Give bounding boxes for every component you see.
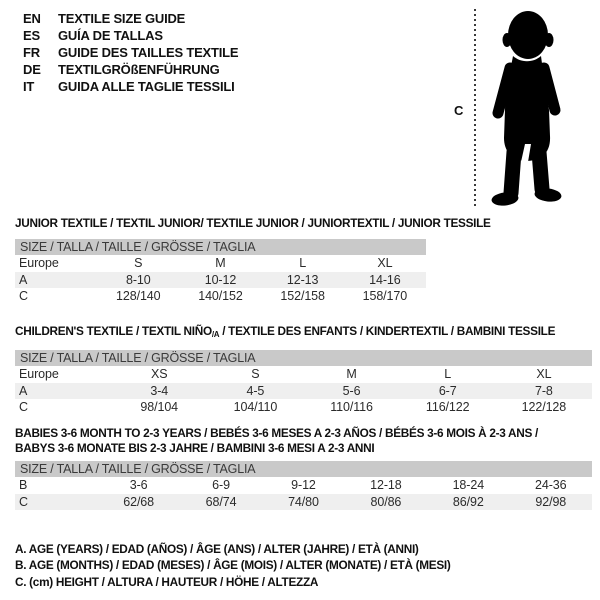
section-title-subscript: /A [211, 330, 220, 339]
language-title: TEXTILE SIZE GUIDE [58, 11, 186, 26]
row-label: A [15, 272, 97, 289]
footnote-c: C. (cm) HEIGHT / ALTURA / HAUTEUR / HÖHE / ALTEZZA [15, 574, 319, 589]
size-cell: XL [377, 256, 393, 271]
size-cell: 104/110 [233, 400, 278, 415]
language-title: GUIDE DES TAILLES TEXTILE [58, 45, 239, 60]
size-cell: 92/98 [510, 494, 592, 511]
childrens-size-table [15, 350, 592, 416]
table-band-header: SIZE / TALLA / TAILLE / GRÖSSE / TAGLIA [15, 350, 592, 366]
table-band-row [15, 461, 592, 477]
section-title-line: BABYS 3-6 MONATE BIS 2-3 JAHRE / BAMBINI 3-6 MESI A 2-3 ANNI [15, 441, 375, 455]
section-title [15, 426, 592, 456]
size-cell: L [299, 256, 307, 271]
section-babies-textile [15, 426, 592, 510]
row-label: C [15, 494, 97, 511]
table-row [15, 255, 426, 272]
table-row [15, 272, 426, 289]
size-cell: 12-18 [370, 478, 402, 493]
size-cell: 98/104 [140, 400, 179, 415]
row-label: C [19, 400, 28, 415]
size-cell: 14-16 [344, 272, 426, 289]
size-cell: S [251, 367, 260, 382]
language-code: DE [23, 62, 41, 77]
size-cell: 62/68 [97, 494, 179, 511]
size-cell: 3-6 [129, 478, 148, 493]
size-cell: S [134, 256, 143, 271]
row-label: C [19, 289, 28, 304]
table-row [15, 477, 592, 494]
language-row [23, 44, 238, 61]
height-measure-label: C [454, 103, 464, 118]
section-childrens-textile [15, 324, 592, 416]
language-row [23, 27, 238, 44]
size-cell: 10-12 [179, 272, 261, 289]
size-cell: 8-10 [97, 272, 179, 289]
size-cell: 80/86 [345, 494, 427, 511]
language-row [23, 61, 238, 78]
table-band-row [15, 239, 426, 255]
size-cell: 74/80 [262, 494, 344, 511]
size-cell: XS [150, 367, 168, 382]
babies-size-table [15, 461, 592, 510]
size-cell: 152/158 [280, 289, 325, 304]
size-cell: 24-36 [535, 478, 567, 493]
size-cell: L [444, 367, 452, 382]
size-cell: 12-13 [262, 272, 344, 289]
table-row [15, 288, 426, 305]
size-cell: 68/74 [180, 494, 262, 511]
baby-silhouette-icon [481, 10, 571, 210]
table-row [15, 366, 592, 383]
size-cell: 6-7 [400, 383, 496, 400]
row-label: Europe [19, 256, 59, 271]
language-code: FR [23, 45, 40, 60]
size-cell: 116/122 [425, 400, 470, 415]
size-cell: 5-6 [303, 383, 399, 400]
table-row [15, 494, 592, 511]
language-code: IT [23, 79, 35, 94]
size-cell: 158/170 [362, 289, 408, 304]
size-cell: 86/92 [427, 494, 509, 511]
table-band-header: SIZE / TALLA / TAILLE / GRÖSSE / TAGLIA [15, 461, 592, 477]
section-title-part: CHILDREN'S TEXTILE / TEXTIL NIÑO [15, 324, 212, 338]
size-cell: 4-5 [207, 383, 303, 400]
section-title-line: BABIES 3-6 MONTH TO 2-3 YEARS / BEBÉS 3-6 MESES A 2-3 AÑOS / BÉBÉS 3-6 MOIS À 2-3 ANS / [15, 426, 539, 440]
size-cell: 7-8 [496, 383, 592, 400]
footnote-a: A. AGE (YEARS) / EDAD (AÑOS) / ÂGE (ANS) / ALTER (JAHRE) / ETÀ (ANNI) [15, 542, 419, 556]
table-row [15, 383, 592, 400]
size-cell: 122/128 [521, 400, 567, 415]
language-row [23, 78, 238, 95]
language-title: GUÍA DE TALLAS [58, 28, 163, 43]
section-title [15, 324, 592, 342]
section-junior-textile [15, 216, 491, 305]
size-cell: 140/152 [198, 289, 243, 304]
size-cell: 128/140 [116, 289, 161, 304]
section-title-part: / TEXTILE DES ENFANTS / KINDERTEXTIL / BAMBINI TESSILE [219, 324, 556, 338]
footnote-b: B. AGE (MONTHS) / EDAD (MESES) / ÂGE (MOIS) / ALTER (MONATE) / ETÀ (MESI) [15, 558, 451, 573]
table-row [15, 399, 592, 416]
junior-size-table [15, 239, 426, 305]
language-header [23, 10, 238, 95]
table-band-row [15, 350, 592, 366]
row-label: B [19, 478, 28, 493]
footnotes [15, 541, 451, 590]
language-row [23, 10, 238, 27]
size-cell: 3-4 [111, 383, 207, 400]
table-band-header: SIZE / TALLA / TAILLE / GRÖSSE / TAGLIA [15, 239, 426, 255]
row-label: A [15, 383, 111, 400]
row-label: Europe [19, 367, 59, 382]
language-code: EN [23, 11, 41, 26]
language-code: ES [23, 28, 40, 43]
height-measure-dotted-line [474, 9, 476, 208]
size-cell: M [346, 367, 357, 382]
language-title: GUIDA ALLE TAGLIE TESSILI [58, 79, 235, 94]
section-title: JUNIOR TEXTILE / TEXTIL JUNIOR/ TEXTILE JUNIOR / JUNIORTEXTIL / JUNIOR TESSILE [15, 216, 491, 230]
size-cell: 6-9 [212, 478, 230, 493]
size-cell: XL [536, 367, 552, 382]
size-cell: M [215, 256, 226, 271]
size-cell: 18-24 [452, 478, 485, 493]
language-title: TEXTILGRÖßENFÜHRUNG [58, 62, 220, 77]
size-cell: 110/116 [330, 400, 373, 415]
size-cell: 9-12 [291, 478, 316, 493]
